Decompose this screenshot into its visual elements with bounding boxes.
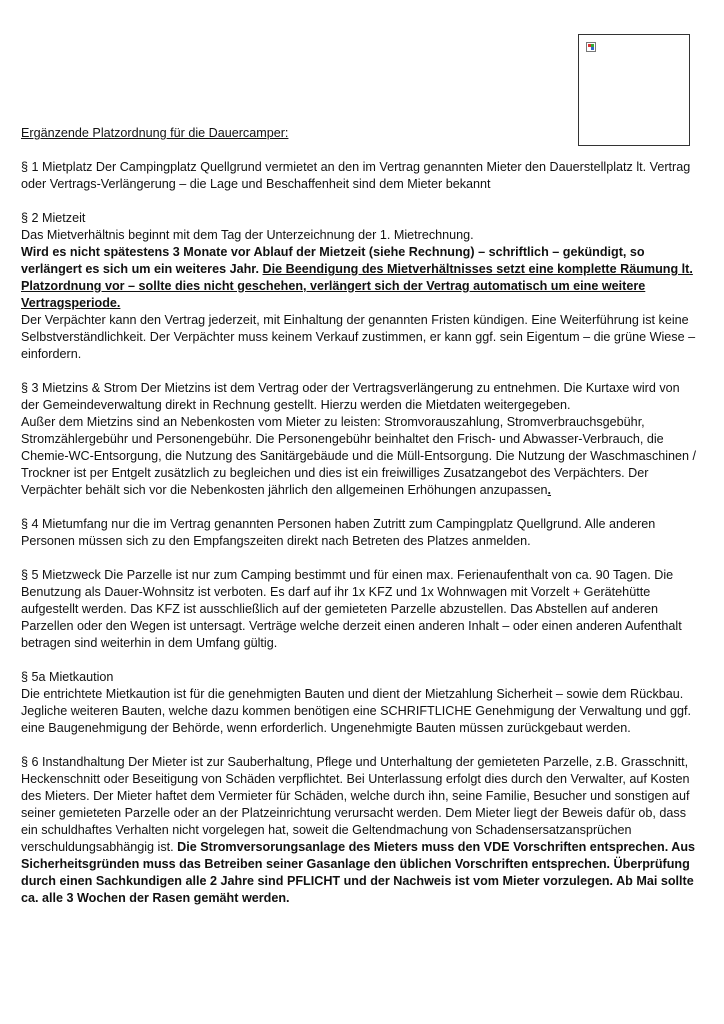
section-2-bold-underline-text: Die Beendigung des Mietverhältnisses setzt eine komplette Räumung lt. Platzordnung vor – sollte dies nicht geschehen, verlängert sich der Vertrag automatisch um eine weitere Vertragsperiode. — [21, 262, 693, 310]
section-1-text: Der Campingplatz Quellgrund vermietet an den im Vertrag genannten Mieter den Dauerstellplatz lt. Vertrag oder Vertrags-Verlängerung – die Lage und Beschaffenheit sind dem Mieter bekannt — [21, 160, 691, 191]
section-3-text2: Außer dem Mietzins sind an Nebenkosten vom Mieter zu leisten: Stromvorauszahlung, Stromverbrauchsgebühr, Stromzählergebühr und Personengebühr. Die Personengebühr beinhaltet den Frisch- und Abwasser-Verbrauch, die Chemie-WC-Entsorgung, die Nutzung des Sanitärgebäude und die Müll-Entsorgung. Die Nutzung der Waschmaschinen / Trockner ist per Entgelt zusätzlich zu begleichen und dies ist ein freiwilliges Zusatzangebot des Verpächters. Der Verpächter behält sich vor die Nebenkosten jährlich den allgemeinen Erhöhungen anzupassen — [21, 415, 697, 497]
section-3-text: Der Mietzins ist dem Vertrag oder der Vertragsverlängerung zu entnehmen. Die Kurtaxe wird von der Gemeindeverwaltung direkt in Rechnung gestellt. Hierzu werden die Mietdaten weitergegeben. — [21, 381, 680, 412]
section-3-mietzins — [21, 380, 701, 499]
section-2-line1: Das Mietverhältnis beginnt mit dem Tag der Unterzeichnung der 1. Mietrechnung. — [21, 228, 474, 242]
section-6-text: Der Mieter ist zur Sauberhaltung, Pflege und Unterhaltung der gemieteten Parzelle, z.B. Grasschnitt, Heckenschnitt oder Beseitigung von Schäden verpflichtet. Bei Unterlassung erfolgt dies durch den Verwalter, auf Kosten des Mieters. Der Mieter haftet dem Vermieter für Schäden, welche durch ihn, seine Familie, Besucher und sonstigen auf seiner gemieteten Parzelle oder an der Platzeinrichtung verursacht werden. Dem Mieter liegt der Beweis dafür ob, dass ein schuldhaftes Verhalten nicht vorgelegen hat, soweit die Geltendmachung von Schadensersatzansprüchen verschuldungsabhängig ist. — [21, 755, 690, 854]
section-6-heading: § 6 Instandhaltung — [21, 755, 125, 769]
section-6-instandhaltung — [21, 754, 701, 907]
section-1-heading: § 1 Mietplatz — [21, 160, 93, 174]
section-2-rules — [21, 244, 701, 312]
section-5-mietzweck — [21, 567, 701, 652]
section-5a-mietkaution — [21, 669, 701, 737]
section-2-bold-text: Wird es nicht spätestens 3 Monate vor Ablauf der Mietzeit (siehe Rechnung) – schriftlich – gekündigt, so verlängert es sich um ein weiteres Jahr. — [21, 245, 645, 276]
section-2-rest: Der Verpächter kann den Vertrag jederzeit, mit Einhaltung der genannten Fristen kündigen. Eine Weiterführung ist keine Selbstverständlichkeit. Der Verpächter muss keinem Verkauf zustimmen, er kann ggf. sein Eigentum – die grüne Wiese – einfordern. — [21, 313, 696, 361]
section-2-heading: § 2 Mietzeit — [21, 211, 86, 225]
section-5a-text: Die entrichtete Mietkaution ist für die genehmigten Bauten und dient der Mietzahlung Sicherheit – sowie dem Rückbau. Jegliche weiteren Bauten, welche dazu kommen benötigen eine SCHRIFTLICHE Genehmigung der Verwaltung und ggf. eine Baugenehmigung der Behörde, wenn erforderlich. Ungenehmigte Bauten müssen zurückgebaut werden. — [21, 687, 691, 735]
section-5a-heading: § 5a Mietkaution — [21, 670, 114, 684]
section-4-heading: § 4 Mietumfang — [21, 517, 108, 531]
section-3-end: . — [547, 483, 551, 497]
section-3-heading: § 3 Mietzins & Strom — [21, 381, 138, 395]
section-4-text: nur die im Vertrag genannten Personen haben Zutritt zum Campingplatz Quellgrund. Alle anderen Personen müssen sich zu den Empfangszeiten direkt nach Betreten des Platzes anmelden. — [21, 517, 656, 548]
section-6-bold-text: Die Stromversorungsanlage des Mieters muss den VDE Vorschriften entsprechen. Aus Sicherheitsgründen muss das Betreiben seiner Gasanlage den üblichen Vorschriften entsprechen. Überprüfung durch einen Sachkundigen alle 2 Jahre sind PFLICHT und der Nachweis ist vom Mieter vorzulegen. Ab Mai sollte ca. alle 3 Wochen der Rasen gemäht werden. — [21, 840, 696, 905]
section-1-mietplatz — [21, 159, 701, 193]
section-5-text: Die Parzelle ist nur zum Camping bestimmt und für einen max. Ferienaufenthalt von ca. 90 Tagen. Die Benutzung als Dauer-Wohnsitz ist verboten. Es darf auf ihr 1x KFZ und 1x Wohnwagen mit Vorzelt + Gerätehütte aufgestellt werden. Das KFZ ist ausschließlich auf der gemieteten Parzelle abzustellen. Das Abstellen auf anderen Parzellen oder den Wegen ist untersagt. Verträge welche derzeit einen anderen Inhalt – oder einen anderen Aufenthalt betragen sind weiterhin in dem Umfang gültig. — [21, 568, 682, 650]
document-body — [21, 125, 701, 924]
broken-image-icon — [586, 42, 596, 52]
section-4-mietumfang — [21, 516, 701, 550]
section-3-para1 — [21, 380, 701, 414]
page-title: Ergänzende Platzordnung für die Dauercamper: — [21, 126, 289, 140]
section-3-para2 — [21, 414, 701, 499]
section-2-mietzeit — [21, 210, 701, 363]
section-5-heading: § 5 Mietzweck — [21, 568, 101, 582]
